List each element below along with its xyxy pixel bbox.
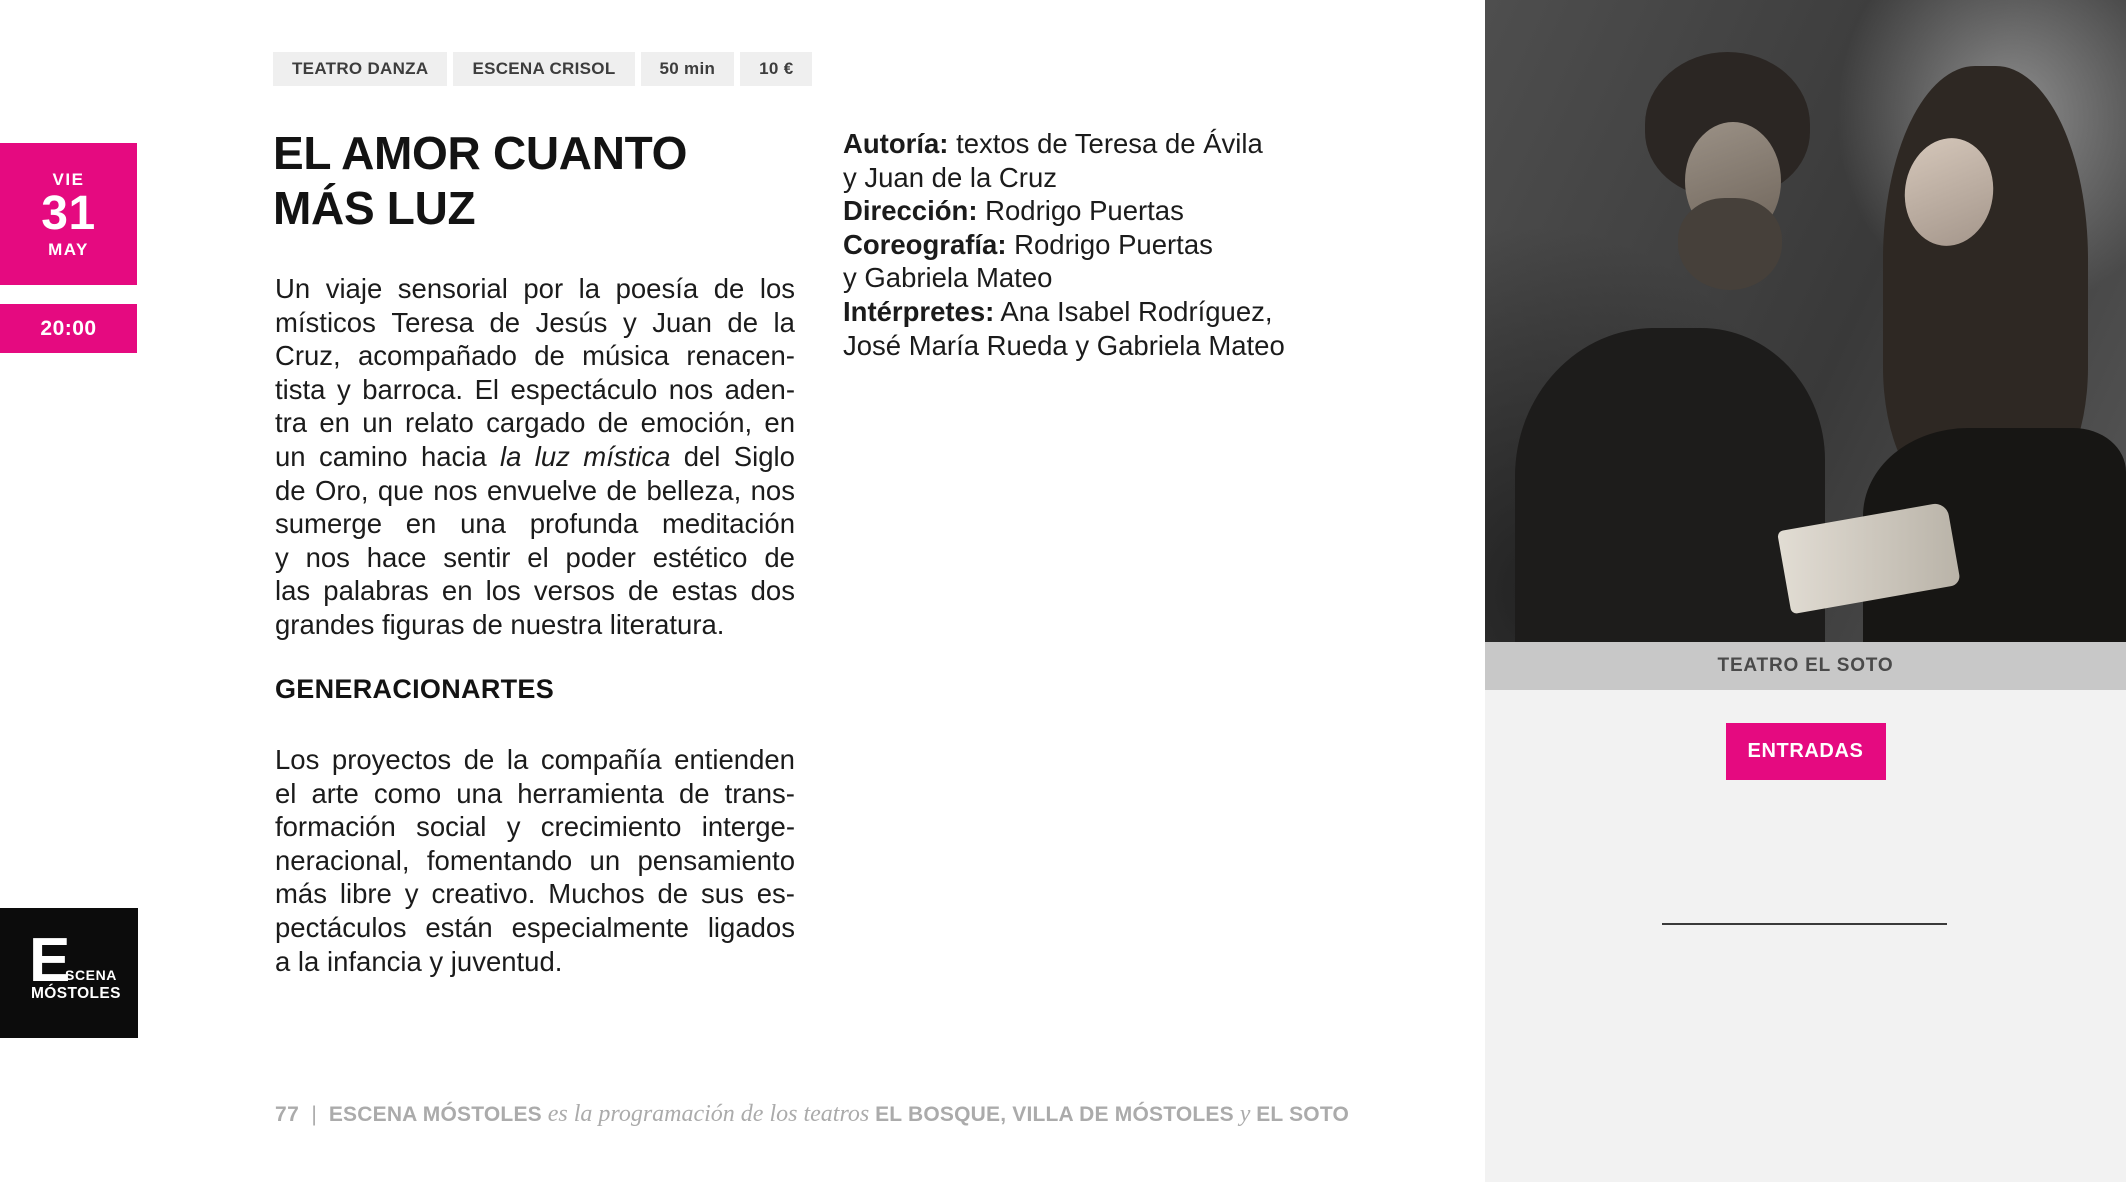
escena-mostoles-logo (0, 908, 138, 1038)
credits-list: Autoría: textos de Teresa de Ávila y Juan de la Cruz Dirección: Rodrigo Puertas Coreografía: Rodrigo Puertas y Gabriela Mateo Intérpretes: Ana Isabel Rodríguez, José María Rueda y Gabriela Mateo (843, 128, 1285, 361)
time-badge (0, 304, 137, 353)
footer-separator: | (311, 1103, 317, 1126)
time-label: 20:00 (40, 316, 97, 340)
photo-man-beard-shape (1678, 198, 1782, 290)
logo-text-scena: SCENA (65, 967, 118, 983)
date-badge (0, 143, 137, 285)
entradas-button[interactable]: ENTRADAS (1726, 723, 1886, 780)
venue-label: TEATRO EL SOTO (1717, 655, 1894, 676)
logo-text-mostoles: MÓSTOLES (31, 985, 121, 1002)
tag-price: 10 € (740, 52, 812, 86)
event-photo (1485, 0, 2126, 642)
footer-page-number: 77 (275, 1103, 300, 1126)
tag-row (273, 52, 812, 86)
event-description: Un viaje sensorial por la poesía de los místicos Teresa de Jesús y Juan de la Cruz, acompañado de música renacen- tista y barroca. El espectáculo nos aden- tra en un relato cargado de emoción, en un camino hacia la luz mística del Siglo de Oro, que nos envuelve de belleza, nos sumerge en una profunda meditación y nos hace sentir el poder estético de las palabras en los versos de estas dos grandes figuras de nuestra literatura. (275, 273, 795, 640)
footer-text: ESCENA MÓSTOLES es la programación de los teatros EL BOSQUE, VILLA DE MÓSTOLES y EL SOTO (328, 1101, 1350, 1127)
date-month-label: MAY (48, 240, 89, 259)
section-paragraph: Los proyectos de la compañía entienden el arte como una herramienta de trans- formación social y crecimiento interge- neracional, fomentando un pensamiento más libre y creativo. Muchos de sus es- pectáculos están especialmente ligados a la infancia y juventud. (275, 744, 795, 977)
title-line-1: EL AMOR CUANTO (273, 127, 688, 179)
tag-genre: TEATRO DANZA (273, 52, 447, 86)
page-title (273, 126, 893, 236)
section-heading: GENERACIONARTES (275, 674, 555, 704)
venue-caption-bar (1485, 642, 2126, 690)
tag-program: ESCENA CRISOL (453, 52, 634, 86)
photo-man-body-shape (1515, 328, 1825, 642)
divider-line (1662, 923, 1947, 925)
date-day-label: 31 (41, 187, 96, 240)
tag-duration: 50 min (641, 52, 735, 86)
title-line-2: MÁS LUZ (273, 182, 476, 234)
date-weekday-label: VIE (52, 170, 85, 189)
right-panel (1485, 0, 2126, 1182)
page-footer (275, 1100, 1349, 1129)
logo-letter-e: E (29, 926, 71, 995)
